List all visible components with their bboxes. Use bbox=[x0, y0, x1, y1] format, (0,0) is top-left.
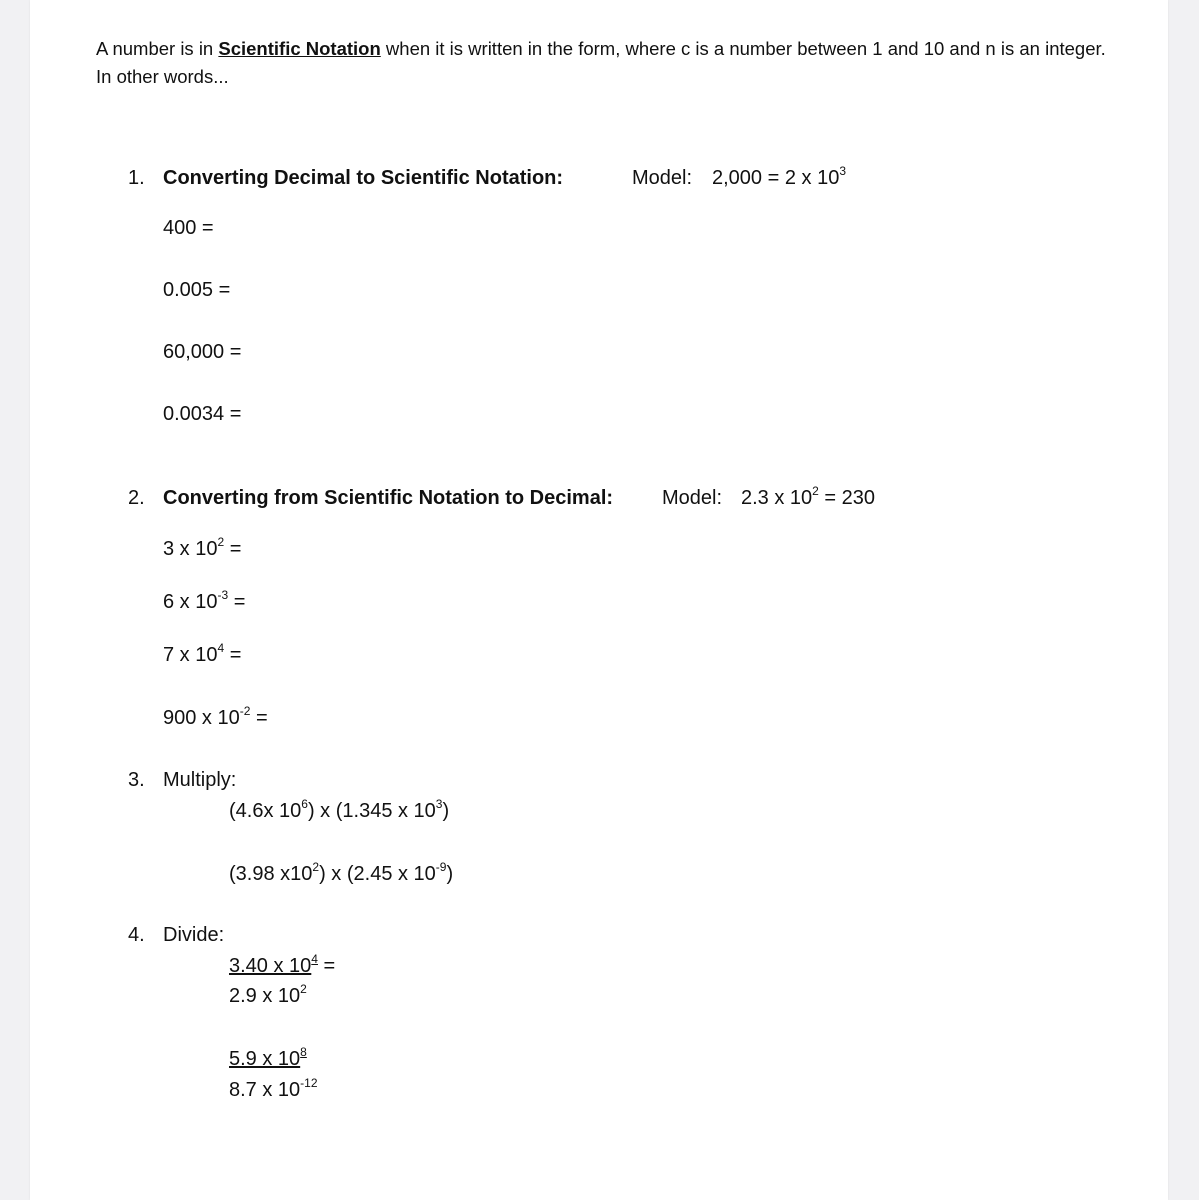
s2-p1-suffix: = bbox=[224, 538, 242, 560]
s2-p3-exp: 4 bbox=[217, 641, 225, 655]
s2-p2-suffix: = bbox=[228, 591, 246, 613]
s1-problem-1: 400 = bbox=[163, 217, 214, 239]
s4-p1-den-exp: 2 bbox=[300, 982, 307, 996]
section2-model-exp: 2 bbox=[812, 484, 819, 498]
s3-p2-part3: ) bbox=[446, 863, 454, 885]
section2-model-result: = 230 bbox=[818, 487, 876, 509]
section1-number: 1. bbox=[128, 167, 145, 189]
section2-model-base: 2.3 x 10 bbox=[741, 487, 813, 509]
section2-model bbox=[741, 484, 876, 510]
intro-text-before: A number is in bbox=[96, 38, 219, 59]
intro-text-after: when it is written in the form, where c is a number between 1 and 10 and n is an integer. In other words... bbox=[96, 38, 1106, 87]
s3-p2-exp1: 2 bbox=[312, 860, 320, 874]
s4-problem-1-numerator bbox=[229, 952, 336, 978]
intro-paragraph bbox=[96, 35, 1106, 91]
s3-p1-exp2: 3 bbox=[435, 797, 443, 811]
s1-problem-3: 60,000 = bbox=[163, 341, 242, 363]
s3-problem-2 bbox=[229, 860, 454, 886]
s4-p2-den-exp: -12 bbox=[300, 1076, 318, 1090]
s1-problem-2: 0.005 = bbox=[163, 279, 231, 301]
s4-p1-den-base: 2.9 x 10 bbox=[229, 985, 301, 1007]
s1-problem-4: 0.0034 = bbox=[163, 403, 242, 425]
s4-p2-den-base: 8.7 x 10 bbox=[229, 1079, 301, 1101]
section3-number: 3. bbox=[128, 769, 145, 791]
s3-p1-part3: ) bbox=[442, 800, 450, 822]
s3-p1-part2: ) x (1.345 x 10 bbox=[307, 800, 436, 822]
s3-p1-part1: (4.6x 10 bbox=[229, 800, 302, 822]
intro-term: Scientific Notation bbox=[218, 38, 381, 59]
s2-p3-suffix: = bbox=[224, 644, 242, 666]
s2-p2-exp: -3 bbox=[217, 588, 229, 602]
s2-p4-exp: -2 bbox=[239, 704, 251, 718]
s2-p4-base: 900 x 10 bbox=[163, 707, 240, 729]
s3-problem-1 bbox=[229, 797, 450, 823]
s2-p1-exp: 2 bbox=[217, 535, 225, 549]
section2-number: 2. bbox=[128, 487, 145, 509]
document-page bbox=[30, 0, 1168, 1200]
section1-model-label: Model: bbox=[632, 167, 693, 189]
s2-p3-base: 7 x 10 bbox=[163, 644, 218, 666]
section2-heading: Converting from Scientific Notation to Decimal: bbox=[163, 487, 614, 509]
section4-heading: Divide: bbox=[163, 924, 225, 946]
s2-p4-suffix: = bbox=[250, 707, 268, 729]
s4-problem-1-denominator bbox=[229, 982, 307, 1008]
s4-p2-num-base: 5.9 x 10 bbox=[229, 1048, 301, 1070]
s3-p2-part2: ) x (2.45 x 10 bbox=[319, 863, 436, 885]
section2-model-label: Model: bbox=[662, 487, 723, 509]
s2-problem-4 bbox=[163, 704, 268, 730]
s2-problem-1 bbox=[163, 535, 242, 561]
s3-p1-exp1: 6 bbox=[301, 797, 308, 811]
s2-problem-2 bbox=[163, 588, 246, 614]
s4-p1-equals: = bbox=[317, 955, 336, 977]
s4-problem-2-denominator bbox=[229, 1076, 318, 1102]
s4-p2-num-exp: 8 bbox=[300, 1045, 307, 1059]
section3-heading: Multiply: bbox=[163, 769, 237, 791]
section1-model-exp: 3 bbox=[839, 164, 847, 178]
section1-model bbox=[712, 164, 847, 190]
section1-heading: Converting Decimal to Scientific Notation: bbox=[163, 167, 564, 189]
s4-p1-num-base: 3.40 x 10 bbox=[229, 955, 312, 977]
s2-p1-base: 3 x 10 bbox=[163, 538, 218, 560]
s4-problem-2-numerator bbox=[229, 1045, 307, 1071]
section4-number: 4. bbox=[128, 924, 145, 946]
s2-p2-base: 6 x 10 bbox=[163, 591, 218, 613]
s2-problem-3 bbox=[163, 641, 242, 667]
s3-p2-exp2: -9 bbox=[435, 860, 447, 874]
s4-p1-num-exp: 4 bbox=[311, 952, 318, 966]
section1-model-left: 2,000 = 2 x 10 bbox=[712, 167, 840, 189]
s3-p2-part1: (3.98 x10 bbox=[229, 863, 313, 885]
